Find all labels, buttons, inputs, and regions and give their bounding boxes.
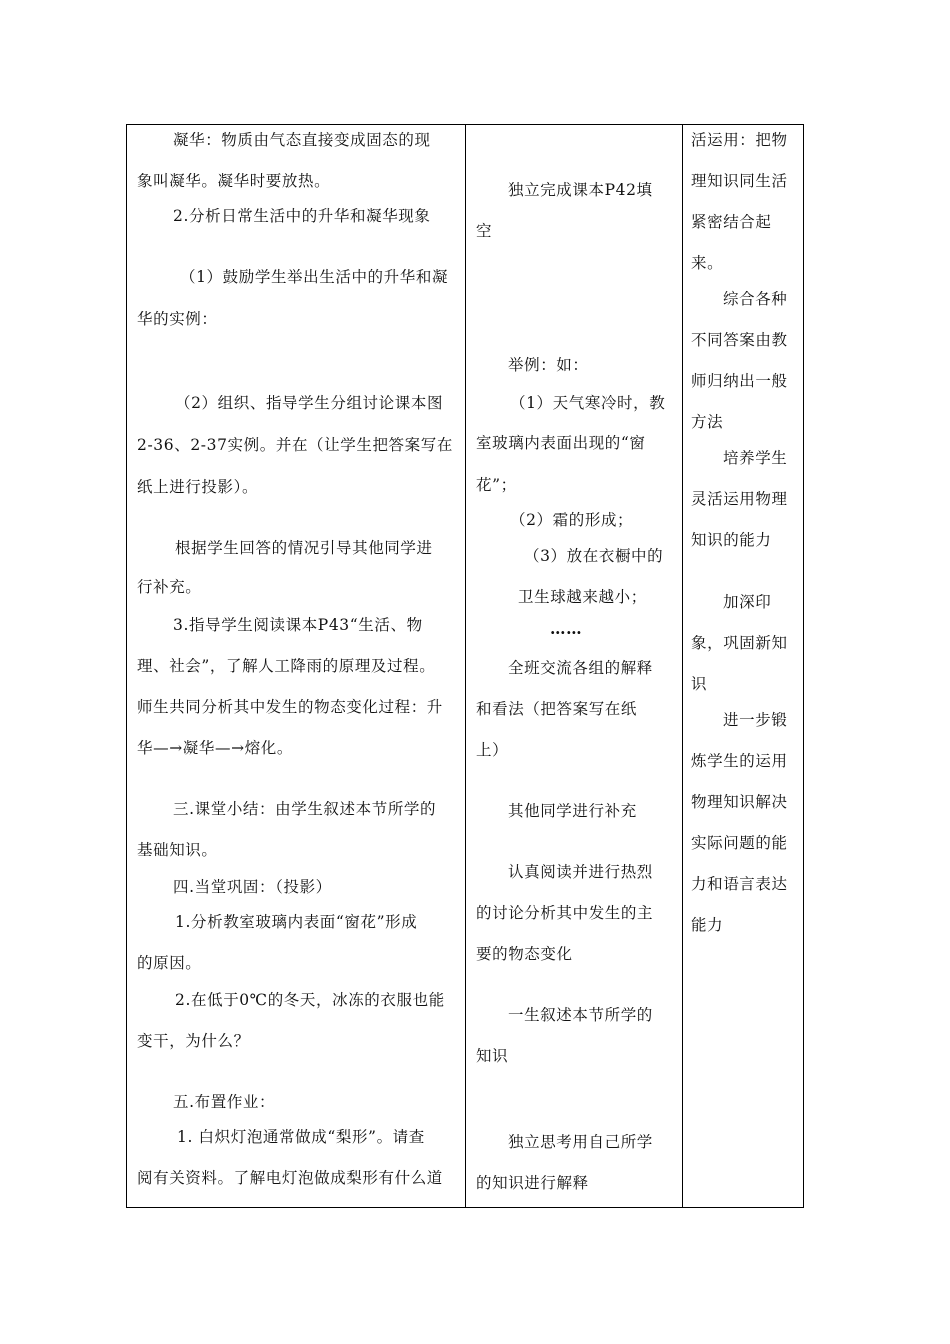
intent-line: 理知识同生活 <box>691 172 788 190</box>
teacher-line: 四.当堂巩固：（投影） <box>173 878 332 896</box>
intent-line: 紧密结合起 <box>691 213 772 231</box>
teacher-line: 三.课堂小结：由学生叙述本节所学的 <box>173 800 437 818</box>
student-line: 的讨论分析其中发生的主 <box>476 904 654 922</box>
teacher-line: 凝华：物质由气态直接变成固态的现 <box>173 131 431 149</box>
intent-line: 知识的能力 <box>691 531 772 549</box>
student-line: （1）天气寒冷时，教 <box>510 394 666 412</box>
intent-line: 不同答案由教 <box>691 331 788 349</box>
student-line: 独立完成课本P42填 <box>508 181 653 199</box>
student-line: 一生叙述本节所学的 <box>508 1006 653 1024</box>
teacher-line: 基础知识。 <box>137 841 218 859</box>
teacher-line: 华—→凝华—→熔化。 <box>137 739 293 757</box>
student-line: 全班交流各组的解释 <box>508 659 653 677</box>
teacher-line: （2）组织、指导学生分组讨论课本图 <box>175 394 444 412</box>
student-line: 知识 <box>476 1047 509 1065</box>
intent-line: 识 <box>691 675 708 693</box>
teacher-line: （1）鼓励学生举出生活中的升华和凝 <box>180 268 449 286</box>
teacher-line: 变干，为什么？ <box>137 1032 250 1050</box>
student-line: 花”； <box>476 476 517 494</box>
intent-line: 师归纳出一般 <box>691 372 788 390</box>
intent-line: 灵活运用物理 <box>691 490 788 508</box>
teacher-line: 理、社会”，了解人工降雨的原理及过程。 <box>137 657 436 675</box>
design-intent-column <box>683 125 803 1207</box>
student-line: （2）霜的形成； <box>510 511 634 529</box>
intent-line: 象，巩固新知 <box>691 634 788 652</box>
teacher-line: 师生共同分析其中发生的物态变化过程：升 <box>137 698 443 716</box>
teacher-line: 纸上进行投影）。 <box>137 478 259 496</box>
student-line: 独立思考用自己所学 <box>508 1133 653 1151</box>
student-line: 空 <box>476 222 493 240</box>
student-line: 认真阅读并进行热烈 <box>508 863 653 881</box>
student-line: 举例：如： <box>508 356 589 374</box>
teacher-line: 华的实例： <box>137 310 218 328</box>
student-line: 其他同学进行补充 <box>508 802 637 820</box>
student-line: 要的物态变化 <box>476 945 573 963</box>
intent-line: 物理知识解决 <box>691 793 788 811</box>
intent-line: 炼学生的运用 <box>691 752 788 770</box>
intent-line: 力和语言表达 <box>691 875 788 893</box>
teacher-line: 根据学生回答的情况引导其他同学进 <box>175 539 433 557</box>
intent-line: 能力 <box>691 916 724 934</box>
student-line: 室玻璃内表面出现的“窗 <box>476 434 646 452</box>
intent-line: 加深印 <box>723 593 772 611</box>
lesson-plan-table <box>126 124 804 1208</box>
student-line: 的知识进行解释 <box>476 1174 589 1192</box>
teacher-line: 五.布置作业： <box>173 1093 276 1111</box>
teacher-line: 1.分析教室玻璃内表面“窗花”形成 <box>175 913 418 931</box>
intent-line: 综合各种 <box>723 290 788 308</box>
student-line: 和看法（把答案写在纸 <box>476 700 638 718</box>
teacher-line: 阅有关资料。了解电灯泡做成梨形有什么道 <box>137 1169 443 1187</box>
teacher-line: 行补充。 <box>137 578 202 596</box>
intent-line: 来。 <box>691 254 724 272</box>
student-line: 上） <box>476 741 509 759</box>
teacher-line: 2.在低于0℃的冬天，冰冻的衣服也能 <box>175 991 445 1009</box>
intent-line: 培养学生 <box>723 449 788 467</box>
teacher-line: 1. 白炽灯泡通常做成“梨形”。请查 <box>177 1128 425 1146</box>
intent-line: 方法 <box>691 413 724 431</box>
student-line: 卫生球越来越小； <box>518 588 647 606</box>
intent-line: 进一步锻 <box>723 711 788 729</box>
teacher-line: 3.指导学生阅读课本P43“生活、物 <box>173 616 423 634</box>
teacher-activity-column <box>127 125 465 1207</box>
intent-line: 实际问题的能 <box>691 834 788 852</box>
teacher-line: 2.分析日常生活中的升华和凝华现象 <box>173 207 431 225</box>
teacher-line: 2-36、2-37实例。并在（让学生把答案写在 <box>137 436 453 454</box>
intent-line: 活运用：把物 <box>691 131 788 149</box>
teacher-line: 的原因。 <box>137 954 202 972</box>
student-line: …… <box>550 619 583 638</box>
teacher-line: 象叫凝华。凝华时要放热。 <box>137 172 331 190</box>
student-line: （3）放在衣橱中的 <box>524 547 664 565</box>
student-activity-column <box>466 125 682 1207</box>
